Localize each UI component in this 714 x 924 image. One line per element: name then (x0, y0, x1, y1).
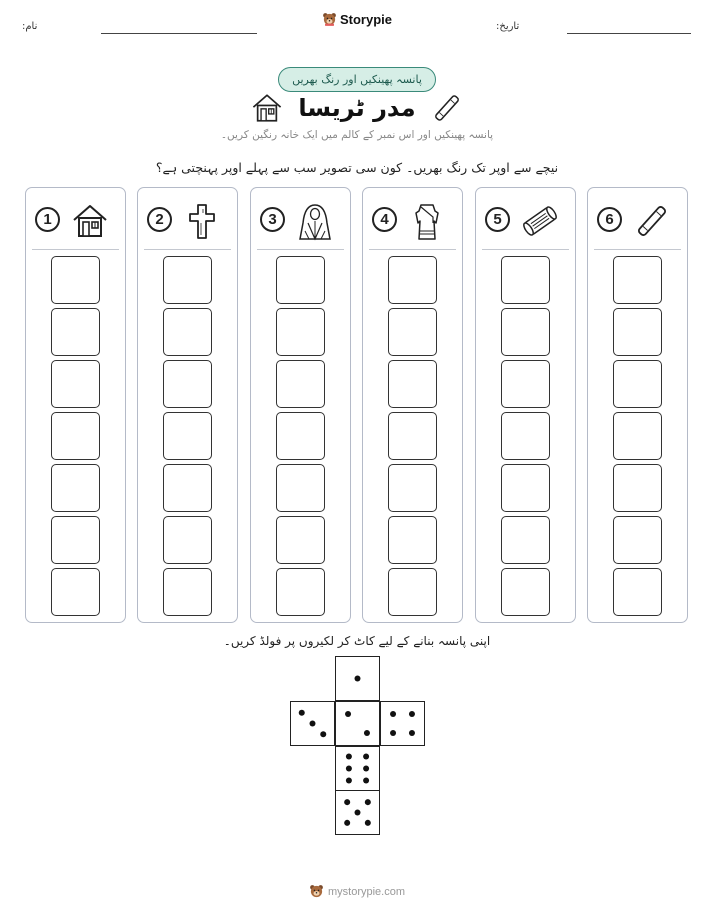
column-5 (475, 187, 576, 623)
date-line (567, 33, 691, 34)
bear-icon (309, 884, 324, 899)
subtitle: پانسہ پھینکیں اور اس نمبر کے کالم میں ایک خانہ رنگین کریں۔ (220, 129, 494, 141)
column-divider (482, 249, 569, 250)
column-header (251, 200, 350, 240)
color-box[interactable] (501, 568, 550, 616)
dice-face-3 (290, 701, 335, 746)
color-box[interactable] (388, 360, 437, 408)
column-4 (362, 187, 463, 623)
footer (0, 884, 714, 899)
color-box[interactable] (163, 568, 212, 616)
color-box[interactable] (163, 308, 212, 356)
column-divider (144, 249, 231, 250)
color-box[interactable] (276, 256, 325, 304)
column-header (363, 200, 462, 240)
column-divider (32, 249, 119, 250)
color-box[interactable] (613, 516, 662, 564)
color-box[interactable] (501, 360, 550, 408)
dice-pip (365, 799, 371, 805)
color-box[interactable] (613, 412, 662, 460)
column-number: 3 (260, 207, 285, 232)
house-icon (250, 91, 284, 125)
dice-pip (299, 710, 305, 716)
color-box[interactable] (388, 516, 437, 564)
dice-pip (346, 765, 352, 771)
broom-icon (430, 91, 464, 125)
dice-pip (345, 711, 351, 717)
column-header (26, 200, 125, 240)
color-box[interactable] (388, 464, 437, 512)
dice-pip (344, 820, 350, 826)
color-box[interactable] (501, 516, 550, 564)
name-line (101, 33, 257, 34)
dice-pip (365, 820, 371, 826)
color-box[interactable] (501, 464, 550, 512)
color-box[interactable] (276, 516, 325, 564)
color-box[interactable] (276, 568, 325, 616)
fold-instruction: اپنی پانسہ بنانے کے لیے کاٹ کر لکیروں پر فولڈ کریں۔ (223, 634, 491, 648)
color-box[interactable] (613, 256, 662, 304)
dice-pip (409, 730, 415, 736)
color-box[interactable] (388, 308, 437, 356)
dice-face-4 (380, 701, 425, 746)
column-3 (250, 187, 351, 623)
dice-face-1 (335, 656, 380, 701)
house-icon (70, 201, 110, 241)
dice-face-5 (335, 790, 380, 835)
column-divider (594, 249, 681, 250)
color-box[interactable] (163, 516, 212, 564)
dice-pip (309, 720, 315, 726)
column-number: 5 (485, 207, 510, 232)
color-box[interactable] (276, 412, 325, 460)
color-box[interactable] (51, 568, 100, 616)
column-divider (369, 249, 456, 250)
dice-pip (363, 753, 369, 759)
column-number: 6 (597, 207, 622, 232)
dice-pip (390, 730, 396, 736)
color-box[interactable] (276, 360, 325, 408)
color-box[interactable] (51, 516, 100, 564)
brand-name: Storypie (339, 12, 392, 27)
color-box[interactable] (613, 568, 662, 616)
dice-face-2 (335, 701, 380, 746)
color-box[interactable] (276, 464, 325, 512)
column-2 (137, 187, 238, 623)
broom-icon (632, 201, 672, 241)
dice-pip (354, 675, 360, 681)
dice-pip (346, 778, 352, 784)
column-number: 2 (147, 207, 172, 232)
column-number: 4 (372, 207, 397, 232)
color-box[interactable] (51, 308, 100, 356)
dice-pip (409, 711, 415, 717)
nun-icon (295, 201, 335, 241)
cross-icon (182, 201, 222, 241)
color-box[interactable] (388, 256, 437, 304)
scroll-icon (520, 201, 560, 241)
color-box[interactable] (501, 412, 550, 460)
dice-face-6 (335, 746, 380, 791)
title-row (0, 91, 714, 125)
color-box[interactable] (613, 464, 662, 512)
color-box[interactable] (613, 360, 662, 408)
color-box[interactable] (276, 308, 325, 356)
color-box[interactable] (51, 256, 100, 304)
column-divider (257, 249, 344, 250)
column-header (138, 200, 237, 240)
column-6 (587, 187, 688, 623)
color-box[interactable] (388, 412, 437, 460)
dice-pip (346, 753, 352, 759)
dice-pip (344, 799, 350, 805)
column-1 (25, 187, 126, 623)
color-box[interactable] (163, 412, 212, 460)
color-box[interactable] (163, 256, 212, 304)
name-label: نام: (22, 21, 38, 32)
dice-pip (363, 765, 369, 771)
page-title: مدر ٹریسا (298, 94, 416, 122)
robe-icon (407, 201, 447, 241)
date-label: تاریخ: (496, 21, 520, 32)
color-box[interactable] (501, 256, 550, 304)
color-box[interactable] (163, 360, 212, 408)
bear-icon (322, 12, 337, 27)
color-box[interactable] (51, 360, 100, 408)
dice-pip (320, 731, 326, 737)
question: نیچے سے اوپر تک رنگ بھریں۔ کون سی تصویر سب سے پہلے اوپر پہنچتی ہے؟ (155, 160, 559, 175)
dice-pip (364, 730, 370, 736)
instruction-badge: پانسہ پھینکیں اور رنگ بھریں (278, 67, 436, 92)
color-box[interactable] (163, 464, 212, 512)
color-box[interactable] (51, 412, 100, 460)
dice-pip (354, 809, 360, 815)
column-number: 1 (35, 207, 60, 232)
color-box[interactable] (613, 308, 662, 356)
color-box[interactable] (388, 568, 437, 616)
brand-logo (0, 12, 714, 27)
dice-pip (363, 778, 369, 784)
column-header (476, 200, 575, 240)
color-box[interactable] (51, 464, 100, 512)
footer-url: mystorypie.com (327, 885, 406, 898)
dice-pip (390, 711, 396, 717)
color-box[interactable] (501, 308, 550, 356)
column-header (588, 200, 687, 240)
